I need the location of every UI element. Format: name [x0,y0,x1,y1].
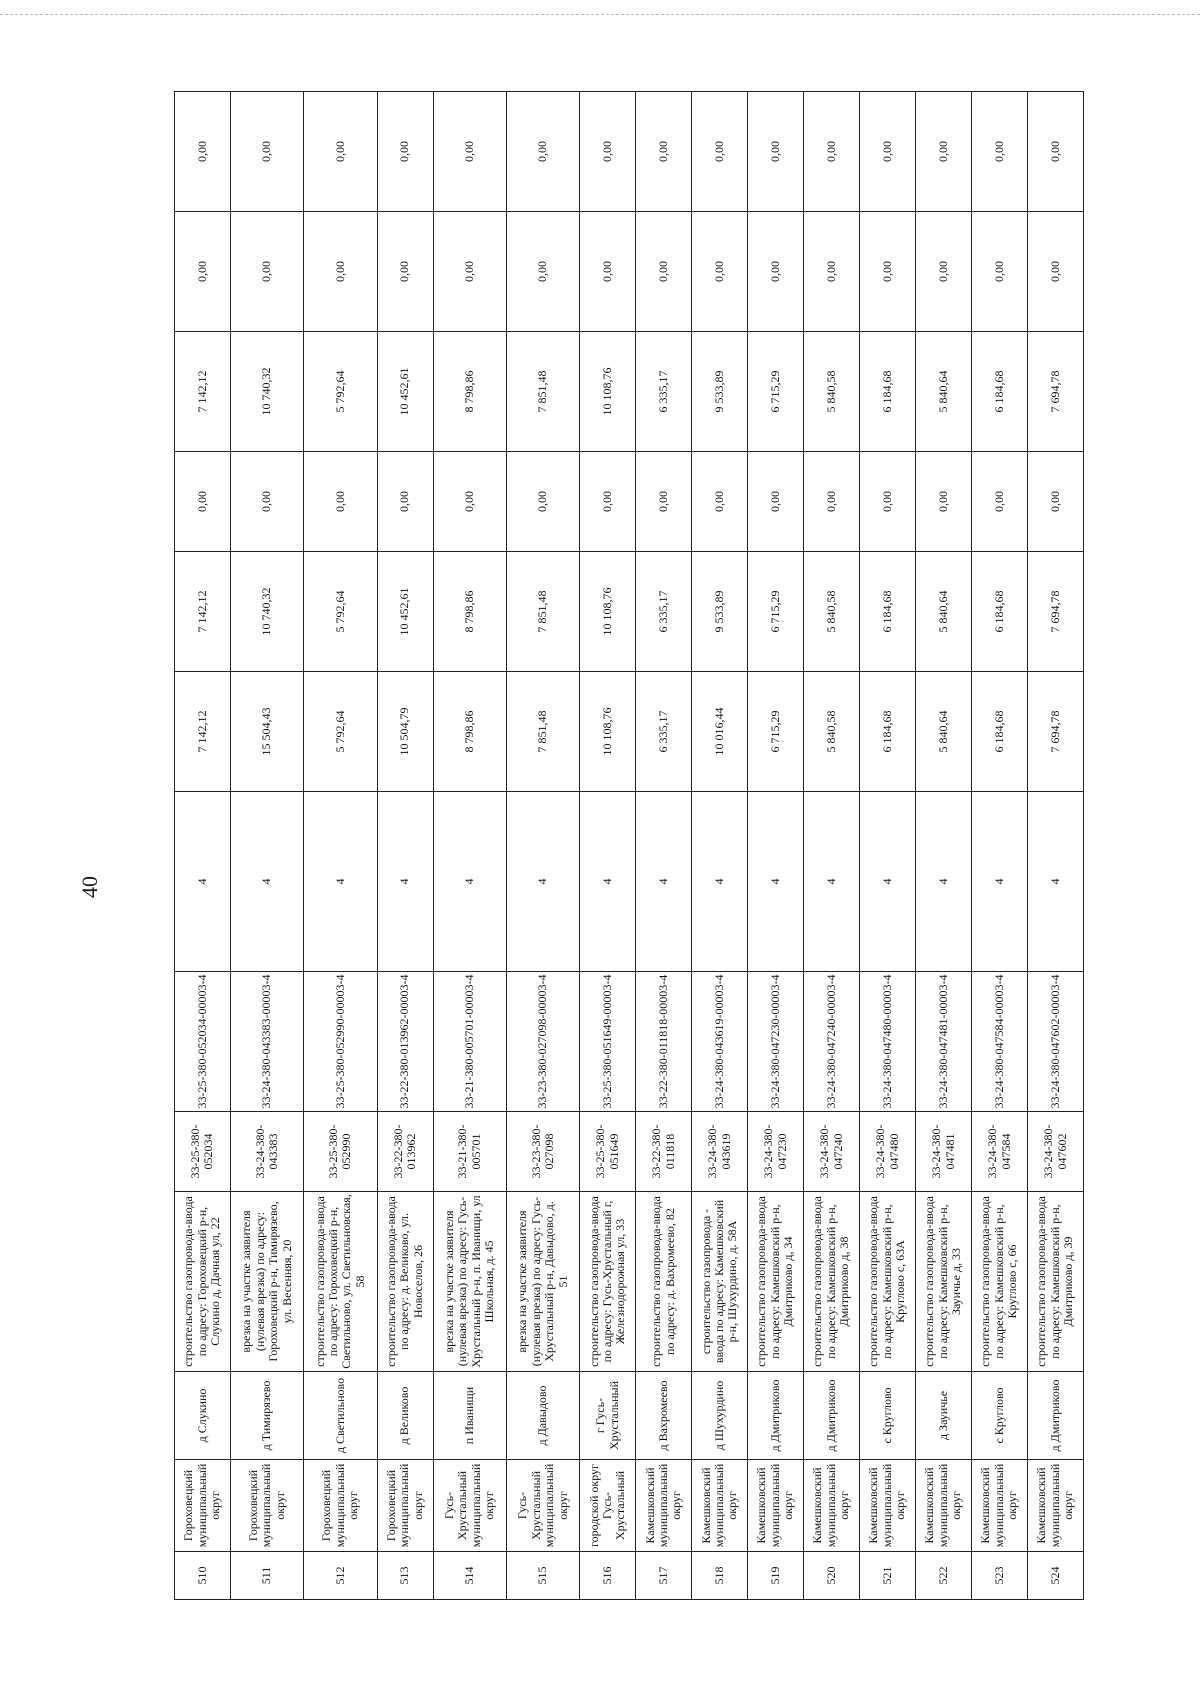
value-cell-1: 6 715,29 [748,672,804,792]
value-cell-4: 7 694,78 [1028,332,1084,452]
value-cell-4: 7 851,48 [506,332,579,452]
value-cell-3: 0,00 [1028,452,1084,552]
application-id-cell: 33-24-380-043383 [230,1112,303,1192]
row-number: 520 [804,1552,860,1600]
district-cell: Камешковский муниципальный округ [748,1460,804,1552]
category-cell: 4 [506,792,579,972]
district-cell: Гороховецкий муниципальный округ [377,1460,433,1552]
value-cell-5: 0,00 [860,212,916,332]
row-number: 515 [506,1552,579,1600]
row-number: 510 [175,1552,231,1600]
value-cell-3: 0,00 [860,452,916,552]
value-cell-3: 0,00 [692,452,748,552]
row-number: 511 [230,1552,303,1600]
row-number: 516 [580,1552,636,1600]
settlement-cell: д Дмитриково [748,1372,804,1460]
table-row [916,92,972,1600]
value-cell-6: 0,00 [433,92,506,212]
value-cell-6: 0,00 [377,92,433,212]
value-cell-3: 0,00 [748,452,804,552]
application-id-cell: 33-25-380-051649 [580,1112,636,1192]
value-cell-6: 0,00 [748,92,804,212]
settlement-cell: с Круглово [860,1372,916,1460]
value-cell-6: 0,00 [860,92,916,212]
description-cell: строительство газопровода-ввода по адресу: Камешковский р-н, Дмитриково д, 39 [1028,1192,1084,1372]
value-cell-4: 10 740,32 [230,332,303,452]
table-row [580,92,636,1600]
row-number: 518 [692,1552,748,1600]
district-cell: Камешковский муниципальный округ [860,1460,916,1552]
district-cell: Гороховецкий муниципальный округ [175,1460,231,1552]
settlement-cell: д Великово [377,1372,433,1460]
data-table [174,91,1084,1600]
contract-id-cell: 33-21-380-005701-00003-4 [433,972,506,1112]
application-id-cell: 33-22-380-013962 [377,1112,433,1192]
description-cell: врезка на участке заявителя (нулевая врезка) по адресу: Гусь-Хрустальный р-н, Давыдово, д. 51 [506,1192,579,1372]
application-id-cell: 33-24-380-047240 [804,1112,860,1192]
category-cell: 4 [692,792,748,972]
district-cell: Камешковский муниципальный округ [972,1460,1028,1552]
row-number: 512 [304,1552,377,1600]
scan-artifact-line [0,14,1200,16]
value-cell-2: 10 108,76 [580,552,636,672]
description-cell: врезка на участке заявителя (нулевая врезка) по адресу: Гусь-Хрустальный р-н, п. Иванищи, ул Школьная, д. 45 [433,1192,506,1372]
table-row [506,92,579,1600]
settlement-cell: д Слукино [175,1372,231,1460]
value-cell-6: 0,00 [916,92,972,212]
description-cell: строительство газопровода-ввода по адресу: Камешковский р-н, Дмитриково д, 38 [804,1192,860,1372]
value-cell-4: 6 184,68 [972,332,1028,452]
value-cell-5: 0,00 [580,212,636,332]
contract-id-cell: 33-25-380-051649-00003-4 [580,972,636,1112]
category-cell: 4 [804,792,860,972]
value-cell-2: 10 452,61 [377,552,433,672]
value-cell-1: 10 016,44 [692,672,748,792]
value-cell-2: 7 694,78 [1028,552,1084,672]
table-row [860,92,916,1600]
table-row [692,92,748,1600]
table-row [433,92,506,1600]
table-row [1028,92,1084,1600]
value-cell-2: 6 715,29 [748,552,804,672]
value-cell-3: 0,00 [230,452,303,552]
value-cell-2: 6 184,68 [972,552,1028,672]
contract-id-cell: 33-24-380-047480-00003-4 [860,972,916,1112]
value-cell-4: 8 798,86 [433,332,506,452]
value-cell-4: 10 452,61 [377,332,433,452]
description-cell: строительство газопровода-ввода по адресу: д. Великово, ул. Новоселов, 26 [377,1192,433,1372]
row-number: 513 [377,1552,433,1600]
table-row [636,92,692,1600]
category-cell: 4 [175,792,231,972]
district-cell: Камешковский муниципальный округ [636,1460,692,1552]
settlement-cell: д Зауичье [916,1372,972,1460]
value-cell-1: 10 108,76 [580,672,636,792]
value-cell-4: 10 108,76 [580,332,636,452]
row-number: 517 [636,1552,692,1600]
value-cell-6: 0,00 [972,92,1028,212]
value-cell-5: 0,00 [692,212,748,332]
contract-id-cell: 33-22-380-013962-00003-4 [377,972,433,1112]
district-cell: Гусь-Хрустальный муниципальный округ [506,1460,579,1552]
category-cell: 4 [433,792,506,972]
value-cell-2: 5 840,58 [804,552,860,672]
value-cell-5: 0,00 [636,212,692,332]
value-cell-1: 7 142,12 [175,672,231,792]
category-cell: 4 [860,792,916,972]
category-cell: 4 [916,792,972,972]
category-cell: 4 [230,792,303,972]
district-cell: Камешковский муниципальный округ [804,1460,860,1552]
row-number: 523 [972,1552,1028,1600]
value-cell-4: 9 533,89 [692,332,748,452]
district-cell: Камешковский муниципальный округ [1028,1460,1084,1552]
contract-id-cell: 33-22-380-011818-00003-4 [636,972,692,1112]
application-id-cell: 33-21-380-005701 [433,1112,506,1192]
description-cell: строительство газопровода-ввода по адресу: Камешковский р-н, Зауичье д, 33 [916,1192,972,1372]
contract-id-cell: 33-24-380-047481-00003-4 [916,972,972,1112]
table-row [972,92,1028,1600]
value-cell-1: 6 184,68 [860,672,916,792]
value-cell-5: 0,00 [377,212,433,332]
value-cell-2: 10 740,32 [230,552,303,672]
category-cell: 4 [377,792,433,972]
value-cell-6: 0,00 [1028,92,1084,212]
value-cell-2: 5 840,64 [916,552,972,672]
description-cell: строительство газопровода-ввода по адресу: Камешковский р-н, Круглово с, 63А [860,1192,916,1372]
value-cell-6: 0,00 [692,92,748,212]
contract-id-cell: 33-23-380-027098-00003-4 [506,972,579,1112]
value-cell-3: 0,00 [972,452,1028,552]
value-cell-5: 0,00 [433,212,506,332]
value-cell-3: 0,00 [506,452,579,552]
category-cell: 4 [636,792,692,972]
application-id-cell: 33-24-380-047480 [860,1112,916,1192]
application-id-cell: 33-22-380-011818 [636,1112,692,1192]
category-cell: 4 [304,792,377,972]
value-cell-5: 0,00 [804,212,860,332]
value-cell-5: 0,00 [916,212,972,332]
description-cell: строительство газопровода-ввода по адресу: Гороховецкий р-н, Слукино д, Дачная ул, 22 [175,1192,231,1372]
table-row [748,92,804,1600]
row-number: 519 [748,1552,804,1600]
value-cell-3: 0,00 [804,452,860,552]
value-cell-2: 7 142,12 [175,552,231,672]
description-cell: строительство газопровода-ввода по адресу: Камешковский р-н, Круглово с, 66 [972,1192,1028,1372]
value-cell-1: 8 798,86 [433,672,506,792]
contract-id-cell: 33-24-380-047230-00003-4 [748,972,804,1112]
contract-id-cell: 33-24-380-047584-00003-4 [972,972,1028,1112]
description-cell: строительство газопровода-ввода по адресу: д. Вахромеево, 82 [636,1192,692,1372]
settlement-cell: д Давыдово [506,1372,579,1460]
settlement-cell: д Дмитриково [804,1372,860,1460]
value-cell-2: 8 798,86 [433,552,506,672]
value-cell-1: 5 840,58 [804,672,860,792]
value-cell-3: 0,00 [304,452,377,552]
settlement-cell: д Шухурдино [692,1372,748,1460]
settlement-cell: г Гусь-Хрустальный [580,1372,636,1460]
value-cell-1: 7 694,78 [1028,672,1084,792]
value-cell-5: 0,00 [972,212,1028,332]
table-row [230,92,303,1600]
value-cell-3: 0,00 [377,452,433,552]
value-cell-5: 0,00 [304,212,377,332]
value-cell-6: 0,00 [304,92,377,212]
value-cell-1: 6 184,68 [972,672,1028,792]
application-id-cell: 33-24-380-047481 [916,1112,972,1192]
value-cell-1: 5 840,64 [916,672,972,792]
value-cell-5: 0,00 [175,212,231,332]
value-cell-5: 0,00 [506,212,579,332]
description-cell: строительство газопровода-ввода по адресу: Гусь-Хрустальный г, Железнодорожная ул, 33 [580,1192,636,1372]
value-cell-1: 7 851,48 [506,672,579,792]
settlement-cell: д Вахромеево [636,1372,692,1460]
table-row [175,92,231,1600]
application-id-cell: 33-24-380-043619 [692,1112,748,1192]
row-number: 522 [916,1552,972,1600]
district-cell: Гусь-Хрустальный муниципальный округ [433,1460,506,1552]
description-cell: врезка на участке заявителя (нулевая врезка) по адресу: Гороховецкий р-н, Тимирязево, ул. Весенняя, 20 [230,1192,303,1372]
value-cell-4: 6 715,29 [748,332,804,452]
value-cell-4: 5 840,58 [804,332,860,452]
value-cell-3: 0,00 [433,452,506,552]
contract-id-cell: 33-24-380-043619-00003-4 [692,972,748,1112]
value-cell-4: 7 142,12 [175,332,231,452]
value-cell-4: 6 335,17 [636,332,692,452]
settlement-cell: с Круглово [972,1372,1028,1460]
value-cell-6: 0,00 [506,92,579,212]
value-cell-2: 9 533,89 [692,552,748,672]
district-cell: Камешковский муниципальный округ [916,1460,972,1552]
value-cell-2: 7 851,48 [506,552,579,672]
description-cell: строительство газопровода-ввода по адресу: Гороховецкий р-н, Светильново, ул. Светильновская, 58 [304,1192,377,1372]
settlement-cell: д Тимирязево [230,1372,303,1460]
category-cell: 4 [1028,792,1084,972]
value-cell-3: 0,00 [580,452,636,552]
district-cell: Гороховецкий муниципальный округ [230,1460,303,1552]
value-cell-4: 5 792,64 [304,332,377,452]
value-cell-5: 0,00 [748,212,804,332]
application-id-cell: 33-24-380-047584 [972,1112,1028,1192]
rotated-table-container [174,92,1084,1600]
value-cell-1: 5 792,64 [304,672,377,792]
contract-id-cell: 33-24-380-043383-00003-4 [230,972,303,1112]
table-row [304,92,377,1600]
value-cell-6: 0,00 [636,92,692,212]
value-cell-6: 0,00 [804,92,860,212]
row-number: 524 [1028,1552,1084,1600]
row-number: 514 [433,1552,506,1600]
contract-id-cell: 33-24-380-047240-00003-4 [804,972,860,1112]
application-id-cell: 33-24-380-047602 [1028,1112,1084,1192]
category-cell: 4 [748,792,804,972]
value-cell-2: 6 335,17 [636,552,692,672]
settlement-cell: п Иванищи [433,1372,506,1460]
district-cell: Гороховецкий муниципальный округ [304,1460,377,1552]
value-cell-4: 5 840,64 [916,332,972,452]
contract-id-cell: 33-24-380-047602-00003-4 [1028,972,1084,1112]
value-cell-6: 0,00 [175,92,231,212]
value-cell-5: 0,00 [230,212,303,332]
value-cell-1: 15 504,43 [230,672,303,792]
application-id-cell: 33-23-380-027098 [506,1112,579,1192]
page-number: 40 [77,876,102,898]
category-cell: 4 [580,792,636,972]
settlement-cell: д Дмитриково [1028,1372,1084,1460]
district-cell: городской округ Гусь-Хрустальный [580,1460,636,1552]
value-cell-5: 0,00 [1028,212,1084,332]
table-row [804,92,860,1600]
value-cell-1: 10 504,79 [377,672,433,792]
value-cell-1: 6 335,17 [636,672,692,792]
contract-id-cell: 33-25-380-052034-00003-4 [175,972,231,1112]
description-cell: строительство газопровода - ввода по адресу: Камешковский р-н, Шухурдино, д. 58А [692,1192,748,1372]
application-id-cell: 33-25-380-052034 [175,1112,231,1192]
value-cell-2: 6 184,68 [860,552,916,672]
value-cell-6: 0,00 [580,92,636,212]
value-cell-3: 0,00 [636,452,692,552]
value-cell-4: 6 184,68 [860,332,916,452]
value-cell-6: 0,00 [230,92,303,212]
application-id-cell: 33-24-380-047230 [748,1112,804,1192]
table-row [377,92,433,1600]
value-cell-3: 0,00 [175,452,231,552]
application-id-cell: 33-25-380-052990 [304,1112,377,1192]
district-cell: Камешковский муниципальный округ [692,1460,748,1552]
settlement-cell: д Светильново [304,1372,377,1460]
description-cell: строительство газопровода-ввода по адресу: Камешковский р-н, Дмитриково д, 34 [748,1192,804,1372]
value-cell-3: 0,00 [916,452,972,552]
category-cell: 4 [972,792,1028,972]
row-number: 521 [860,1552,916,1600]
value-cell-2: 5 792,64 [304,552,377,672]
contract-id-cell: 33-25-380-052990-00003-4 [304,972,377,1112]
